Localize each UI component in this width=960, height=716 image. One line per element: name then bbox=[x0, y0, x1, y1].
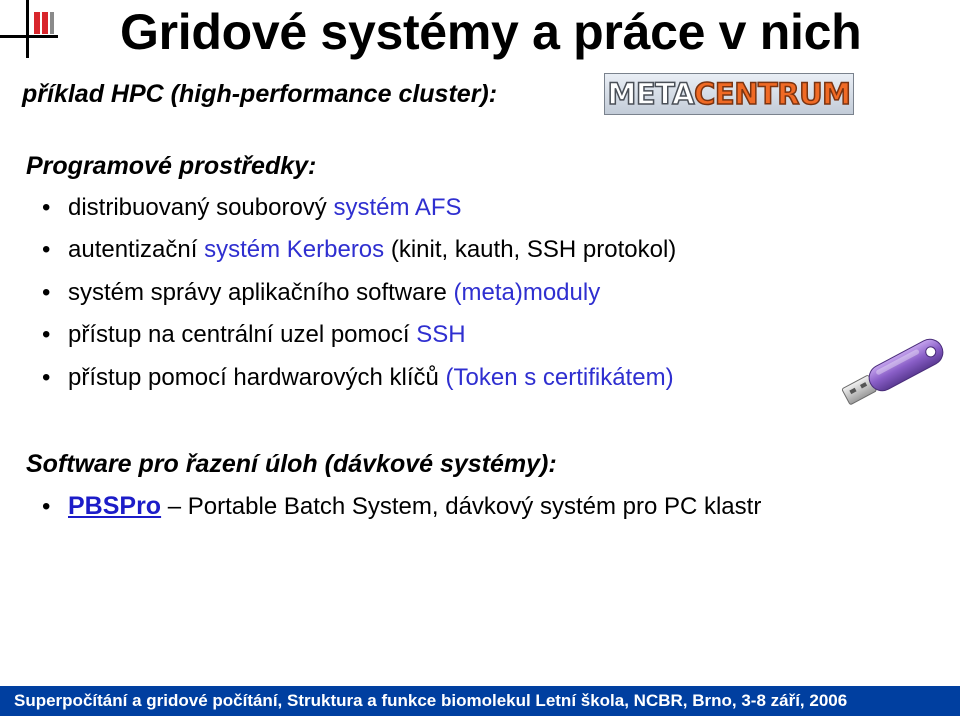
list-item bbox=[42, 317, 466, 353]
subtitle: příklad HPC (high-performance cluster): bbox=[22, 80, 498, 108]
list-item bbox=[42, 488, 761, 525]
logo-meta-text: META bbox=[607, 77, 695, 111]
bullet-icon: • bbox=[42, 236, 51, 263]
section-heading-batch: Software pro řazení úloh (dávkové systémy): bbox=[26, 450, 557, 478]
item-text: přístup na centrální uzel pomocí bbox=[68, 321, 417, 348]
item-highlight: SSH bbox=[416, 321, 466, 348]
item-highlight: systém AFS bbox=[333, 194, 462, 221]
list-item bbox=[42, 232, 676, 268]
logo-centrum-text: CENTRUM bbox=[694, 77, 851, 111]
list-item bbox=[42, 275, 600, 311]
list-item bbox=[42, 190, 462, 226]
item-text: – Portable Batch System, dávkový systém pro PC klastr bbox=[161, 493, 762, 520]
item-text: autentizační bbox=[68, 236, 205, 263]
bullet-icon: • bbox=[42, 194, 51, 221]
bullet-icon: • bbox=[42, 364, 51, 391]
item-highlight: (meta)moduly bbox=[453, 279, 601, 306]
item-highlight: (Token s certifikátem) bbox=[445, 364, 674, 391]
bullet-icon: • bbox=[42, 279, 51, 306]
page-title: Gridové systémy a práce v nich bbox=[120, 4, 862, 60]
metacentrum-logo bbox=[604, 73, 854, 115]
section-heading-software: Programové prostředky: bbox=[26, 152, 317, 180]
list-item bbox=[42, 360, 674, 396]
usb-token-icon bbox=[832, 318, 956, 418]
item-text: systém správy aplikačního software bbox=[68, 279, 454, 306]
item-text: přístup pomocí hardwarových klíčů bbox=[68, 364, 446, 391]
item-suffix: (kinit, kauth, SSH protokol) bbox=[384, 236, 677, 263]
bullet-icon: • bbox=[42, 493, 51, 520]
pbspro-link[interactable]: PBSPro bbox=[68, 492, 162, 520]
item-text: distribuovaný souborový bbox=[68, 194, 334, 221]
corner-logo-icon bbox=[0, 0, 60, 60]
bullet-icon: • bbox=[42, 321, 51, 348]
footer: Superpočítání a gridové počítání, Struktura a funkce biomolekul Letní škola, NCBR, Brno, 3-8 září, 2006 bbox=[0, 686, 960, 716]
item-highlight: systém Kerberos bbox=[204, 236, 385, 263]
